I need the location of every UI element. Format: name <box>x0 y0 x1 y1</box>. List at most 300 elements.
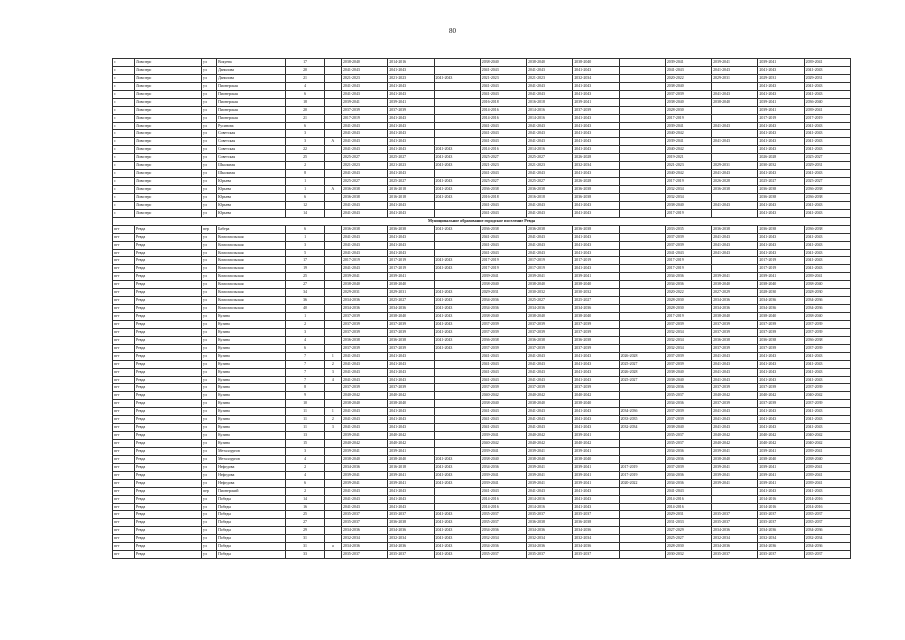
table-cell: ул <box>202 281 217 289</box>
table-cell <box>434 249 480 257</box>
table-cell: 2041-2043 <box>712 241 758 249</box>
table-cell: 2041-2043 <box>804 424 850 432</box>
table-cell: 2041-2043 <box>527 130 573 138</box>
table-cell: 2035-2037 <box>480 519 526 527</box>
table-cell: пгт <box>113 305 135 313</box>
table-cell <box>324 193 341 201</box>
table-cell: 2041-2043 <box>804 138 850 146</box>
table-row <box>113 201 851 209</box>
table-cell: 2039-2041 <box>388 98 434 106</box>
table-cell: с <box>113 122 135 130</box>
table-cell: Кузина <box>217 424 286 432</box>
table-cell <box>324 400 341 408</box>
table-cell: 2035-2037 <box>804 511 850 519</box>
table-cell: 2021-2023 <box>527 162 573 170</box>
table-cell: 2041-2043 <box>758 138 804 146</box>
table-cell <box>324 162 341 170</box>
table-cell: Ревда <box>134 432 201 440</box>
table-cell: 2041-2043 <box>573 201 619 209</box>
table-cell: 2041-2043 <box>434 154 480 162</box>
table-cell: 3 <box>286 328 324 336</box>
table-cell: 2038-2040 <box>804 281 850 289</box>
table-cell: ул <box>202 432 217 440</box>
table-cell: 2040-2042 <box>341 440 387 448</box>
table-cell: пгт <box>113 543 135 551</box>
table-cell: Ревда <box>134 447 201 455</box>
table-cell: 2041-2043 <box>480 487 526 495</box>
table-cell: 2038-2040 <box>665 82 711 90</box>
table-cell: 2041-2043 <box>388 146 434 154</box>
table-cell: 2041-2043 <box>573 265 619 273</box>
table-cell <box>324 440 341 448</box>
table-cell: пгт <box>113 249 135 257</box>
table-cell: ул <box>202 178 217 186</box>
table-cell: 2041-2043 <box>573 376 619 384</box>
table-cell: 2034-2036 <box>804 297 850 305</box>
table-row <box>113 209 851 217</box>
table-cell: 2041-2043 <box>527 487 573 495</box>
table-cell: Ловозеро <box>134 170 201 178</box>
table-cell: Кузина <box>217 313 286 321</box>
table-cell <box>324 74 341 82</box>
table-cell: 2041-2043 <box>341 495 387 503</box>
table-cell: 2034-2036 <box>665 471 711 479</box>
section-heading: Муниципальное образование городское поселение Ревда <box>113 217 851 225</box>
table-cell: Советская <box>217 138 286 146</box>
table-cell: 14 <box>286 209 324 217</box>
table-cell: 2038-2040 <box>341 281 387 289</box>
table-cell: пгт <box>113 344 135 352</box>
table-cell: ул <box>202 122 217 130</box>
table-row <box>113 162 851 170</box>
table-cell: Ловозеро <box>134 201 201 209</box>
table-cell: 2038-2040 <box>480 59 526 67</box>
table-cell: 2039-2041 <box>480 479 526 487</box>
table-cell: 17 <box>286 257 324 265</box>
table-cell: 2041-2043 <box>665 249 711 257</box>
table-cell: 2040-2042 <box>665 170 711 178</box>
table-cell: 2036-2038 <box>804 336 850 344</box>
table-cell: пгт <box>113 384 135 392</box>
table-cell: 2035-2037 <box>665 432 711 440</box>
table-cell <box>619 209 665 217</box>
table-cell: 2016-2018 <box>527 193 573 201</box>
table-cell <box>619 233 665 241</box>
table-cell: 2041-2043 <box>434 178 480 186</box>
table-cell: Ловозеро <box>134 130 201 138</box>
table-cell: ул <box>202 352 217 360</box>
table-cell: Юрьева <box>217 178 286 186</box>
table-cell: 2034-2036 <box>341 527 387 535</box>
table-cell: Ловозеро <box>134 59 201 67</box>
table-cell: 2041-2043 <box>804 416 850 424</box>
table-cell: 2041-2043 <box>527 241 573 249</box>
table-cell: Ревда <box>134 408 201 416</box>
table-cell: 2040-2042 <box>804 392 850 400</box>
table-row <box>113 98 851 106</box>
table-cell: 2041-2043 <box>573 408 619 416</box>
table-cell <box>324 241 341 249</box>
table-cell: А <box>324 186 341 194</box>
table-cell: 2041-2043 <box>480 209 526 217</box>
table-cell: 2036-2038 <box>480 225 526 233</box>
table-cell <box>434 376 480 384</box>
table-cell: Ловозеро <box>134 74 201 82</box>
table-cell: ул <box>202 336 217 344</box>
table-cell: 2038-2040 <box>712 455 758 463</box>
table-cell: 2038-2040 <box>665 201 711 209</box>
table-cell: 2037-2039 <box>804 344 850 352</box>
table-cell: 2016-2018 <box>480 193 526 201</box>
table-row <box>113 289 851 297</box>
table-cell: Юрьева <box>217 193 286 201</box>
table-cell: 2035-2037 <box>758 519 804 527</box>
table-cell: 2034-2036 <box>804 527 850 535</box>
table-cell: 2034-2036 <box>712 527 758 535</box>
table-cell: 2041-2043 <box>434 551 480 559</box>
table-cell: с <box>113 178 135 186</box>
table-cell: Ревда <box>134 368 201 376</box>
table-cell: 19 <box>286 265 324 273</box>
table-cell <box>324 463 341 471</box>
table-cell: 2041-2043 <box>434 313 480 321</box>
table-cell: 2041-2043 <box>665 487 711 495</box>
table-cell: 7 <box>286 352 324 360</box>
table-cell: пгт <box>113 440 135 448</box>
table-cell: 2032-2034 <box>480 535 526 543</box>
table-cell: ул <box>202 249 217 257</box>
table-cell: 3 <box>324 368 341 376</box>
table-cell: 2041-2043 <box>527 352 573 360</box>
table-cell: Победы <box>217 551 286 559</box>
table-cell: 2041-2043 <box>573 122 619 130</box>
table-cell: Ловозеро <box>134 122 201 130</box>
table-cell: ул <box>202 289 217 297</box>
table-cell: 2029-2031 <box>388 289 434 297</box>
table-cell: 2041-2043 <box>480 424 526 432</box>
table-cell <box>324 551 341 559</box>
table-cell: Ревда <box>134 297 201 305</box>
table-cell <box>324 495 341 503</box>
table-cell: 2037-2039 <box>758 320 804 328</box>
table-cell: 2036-2038 <box>573 225 619 233</box>
table-cell: 2037-2039 <box>665 463 711 471</box>
table-cell: 2040-2042 <box>665 130 711 138</box>
table-cell: 2037-2039 <box>388 344 434 352</box>
table-cell: 2041-2043 <box>758 122 804 130</box>
table-cell: 2039-2041 <box>480 432 526 440</box>
table-cell: 2 <box>286 487 324 495</box>
table-cell <box>619 495 665 503</box>
table-cell: 2039-2041 <box>804 479 850 487</box>
table-row <box>113 408 851 416</box>
table-cell: пгт <box>113 447 135 455</box>
table-cell: 3 <box>324 424 341 432</box>
table-cell: Ловозеро <box>134 106 201 114</box>
table-cell <box>434 170 480 178</box>
table-cell: с <box>113 98 135 106</box>
table-cell: 2038-2040 <box>804 455 850 463</box>
table-cell: ул <box>202 320 217 328</box>
table-cell <box>434 368 480 376</box>
table-cell <box>324 170 341 178</box>
table-cell: Кузина <box>217 320 286 328</box>
table-cell <box>619 392 665 400</box>
table-cell <box>619 289 665 297</box>
table-cell: 2041-2043 <box>804 265 850 273</box>
table-cell <box>324 225 341 233</box>
table-cell: ул <box>202 130 217 138</box>
table-cell: 2035-2037 <box>712 511 758 519</box>
table-cell: 2029-2031 <box>712 74 758 82</box>
table-cell: ул <box>202 170 217 178</box>
table-cell: пгт <box>113 313 135 321</box>
table-cell: 2034-2036 <box>388 305 434 313</box>
table-cell: 2041-2043 <box>573 241 619 249</box>
table-cell <box>324 328 341 336</box>
table-cell: 2026-2028 <box>573 154 619 162</box>
table-cell: 2028-2030 <box>758 289 804 297</box>
table-cell: 2017-2019 <box>573 257 619 265</box>
table-cell: 2034-2036 <box>480 297 526 305</box>
table-cell <box>619 487 665 495</box>
table-cell: 2032-2034 <box>665 186 711 194</box>
table-cell: 2037-2039 <box>341 328 387 336</box>
table-cell: пгт <box>113 487 135 495</box>
table-cell: Ловозеро <box>134 66 201 74</box>
table-cell <box>619 384 665 392</box>
table-cell: 2036-2038 <box>480 186 526 194</box>
table-cell: Нефедова <box>217 479 286 487</box>
table-cell: 2041-2043 <box>573 424 619 432</box>
table-cell: 2039-2041 <box>758 479 804 487</box>
table-cell: 2038-2040 <box>527 455 573 463</box>
table-cell: 2041-2043 <box>388 416 434 424</box>
table-cell <box>324 305 341 313</box>
table-cell <box>619 249 665 257</box>
table-cell: 2039-2041 <box>341 98 387 106</box>
table-cell <box>712 130 758 138</box>
table-cell: Ревда <box>134 313 201 321</box>
table-cell: с <box>113 66 135 74</box>
table-cell: Нефедова <box>217 463 286 471</box>
table-cell: 2039-2041 <box>341 432 387 440</box>
table-cell: 2041-2043 <box>341 408 387 416</box>
table-cell: 2041-2043 <box>804 408 850 416</box>
table-cell: 2034-2036 <box>527 305 573 313</box>
table-cell: 4 <box>324 376 341 384</box>
table-cell: 7 <box>286 360 324 368</box>
table-cell: 2037-2039 <box>665 320 711 328</box>
table-cell <box>324 59 341 67</box>
table-cell: 2038-2040 <box>527 281 573 289</box>
table-cell: 20 <box>286 66 324 74</box>
table-cell: 2041-2043 <box>388 368 434 376</box>
table-cell: 2039-2041 <box>758 463 804 471</box>
table-cell: 2025-2027 <box>804 178 850 186</box>
table-cell: пгт <box>113 392 135 400</box>
table-cell: 2041-2043 <box>758 130 804 138</box>
table-cell: ул <box>202 416 217 424</box>
table-cell: 2041-2043 <box>480 170 526 178</box>
table-cell: 2039-2041 <box>665 138 711 146</box>
table-row <box>113 328 851 336</box>
table-cell <box>619 257 665 265</box>
table-cell: 1 <box>286 233 324 241</box>
table-cell: 2041-2043 <box>341 209 387 217</box>
table-cell: 8 <box>286 384 324 392</box>
table-cell: ул <box>202 479 217 487</box>
table-cell: 2036-2038 <box>341 225 387 233</box>
table-cell: 2016-2018 <box>480 98 526 106</box>
table-cell: 2034-2036 <box>619 408 665 416</box>
table-cell: 2041-2043 <box>712 170 758 178</box>
table-cell: Ревда <box>134 511 201 519</box>
table-cell: 2036-2038 <box>758 336 804 344</box>
table-cell: 2 <box>286 320 324 328</box>
table-cell: 2016-2018 <box>388 193 434 201</box>
table-cell: ул <box>202 114 217 122</box>
table-cell: 2029-2031 <box>712 162 758 170</box>
table-cell: 2036-2038 <box>527 519 573 527</box>
table-cell: 2039-2041 <box>527 447 573 455</box>
table-cell: ул <box>202 471 217 479</box>
table-cell: с <box>113 90 135 98</box>
table-cell: 2025-2027 <box>527 178 573 186</box>
table-cell: 2041-2043 <box>804 249 850 257</box>
table-cell: Ревда <box>134 543 201 551</box>
table-cell: 2037-2039 <box>712 384 758 392</box>
table-cell: 2041-2043 <box>480 122 526 130</box>
table-cell <box>324 503 341 511</box>
table-cell: 2039-2041 <box>388 471 434 479</box>
table-cell: 2032-2034 <box>527 535 573 543</box>
table-cell: 2026-2028 <box>619 368 665 376</box>
table-cell: 2037-2039 <box>665 90 711 98</box>
table-cell: 2041-2043 <box>573 503 619 511</box>
table-cell: Ловозеро <box>134 154 201 162</box>
table-cell: ул <box>202 193 217 201</box>
table-cell: 2041-2043 <box>527 424 573 432</box>
table-cell: 2041-2043 <box>434 257 480 265</box>
table-cell: 2040-2042 <box>388 440 434 448</box>
table-cell: 34 <box>286 289 324 297</box>
table-cell: 2038-2040 <box>573 455 619 463</box>
table-cell: 2037-2039 <box>573 384 619 392</box>
table-cell: Металлургов <box>217 447 286 455</box>
table-cell: Русинова <box>217 122 286 130</box>
table-cell: Пионерская <box>217 114 286 122</box>
table-cell: 2041-2043 <box>434 519 480 527</box>
table-cell: 21 <box>286 114 324 122</box>
table-cell: 2039-2041 <box>665 59 711 67</box>
table-cell: 2041-2043 <box>712 408 758 416</box>
table-cell: 2034-2036 <box>527 543 573 551</box>
table-cell: Ревда <box>134 328 201 336</box>
table-cell: с <box>113 130 135 138</box>
table-cell: 2033-2035 <box>665 225 711 233</box>
table-cell: 2032-2034 <box>712 535 758 543</box>
table-cell: 2038-2040 <box>388 281 434 289</box>
table-cell: 2037-2039 <box>712 320 758 328</box>
table-cell: Комсомольская <box>217 273 286 281</box>
table-cell: 2040-2042 <box>712 432 758 440</box>
table-cell: 2032-2034 <box>573 74 619 82</box>
table-cell: ул <box>202 154 217 162</box>
table-cell <box>619 114 665 122</box>
table-cell: 2039-2041 <box>712 479 758 487</box>
table-cell: 2039-2041 <box>341 273 387 281</box>
table-cell: а <box>324 543 341 551</box>
table-cell: 2041-2043 <box>573 90 619 98</box>
table-row <box>113 400 851 408</box>
table-cell: ул <box>202 146 217 154</box>
table-cell: 2041-2043 <box>712 249 758 257</box>
table-cell: Юрьева <box>217 209 286 217</box>
table-row <box>113 138 851 146</box>
table-cell <box>619 519 665 527</box>
table-cell: 2036-2038 <box>388 519 434 527</box>
table-cell: 2026-2028 <box>573 178 619 186</box>
table-cell <box>434 416 480 424</box>
table-cell: ул <box>202 59 217 67</box>
table-cell: 2041-2043 <box>527 360 573 368</box>
table-cell: 2036-2038 <box>712 186 758 194</box>
table-cell: Данилова <box>217 74 286 82</box>
table-cell <box>619 66 665 74</box>
table-cell: 2034-2036 <box>388 527 434 535</box>
table-cell: 2037-2039 <box>804 400 850 408</box>
table-cell: пгт <box>113 535 135 543</box>
table-cell: 10 <box>286 400 324 408</box>
table-cell: 2035-2037 <box>758 551 804 559</box>
table-cell: 2041-2043 <box>341 233 387 241</box>
table-cell <box>619 328 665 336</box>
table-cell: 2041-2043 <box>388 495 434 503</box>
table-cell: 2040-2042 <box>573 440 619 448</box>
table-cell: 2036-2038 <box>388 225 434 233</box>
table-cell: 2038-2040 <box>341 400 387 408</box>
table-cell: Ловозеро <box>134 90 201 98</box>
table-row <box>113 90 851 98</box>
table-cell: 2041-2043 <box>388 352 434 360</box>
table-cell: 2041-2043 <box>480 368 526 376</box>
table-cell: 2041-2043 <box>527 90 573 98</box>
table-cell <box>619 82 665 90</box>
table-cell: 2041-2043 <box>758 416 804 424</box>
table-cell: 2039-2041 <box>480 471 526 479</box>
table-cell: Ловозеро <box>134 186 201 194</box>
table-cell: Ловозеро <box>134 98 201 106</box>
table-cell: Победы <box>217 495 286 503</box>
table-cell: А <box>324 138 341 146</box>
table-cell: 2041-2043 <box>527 122 573 130</box>
table-row <box>113 106 851 114</box>
table-cell: 2025-2027 <box>527 297 573 305</box>
table-cell: 2041-2043 <box>388 360 434 368</box>
table-cell: Металлургов <box>217 455 286 463</box>
table-cell: 2039-2041 <box>804 59 850 67</box>
table-cell: 2041-2043 <box>388 241 434 249</box>
table-cell: Вокуева <box>217 59 286 67</box>
table-cell: 2014-2016 <box>480 106 526 114</box>
table-cell: Ревда <box>134 424 201 432</box>
table-row <box>113 543 851 551</box>
table-cell: 2014-2016 <box>758 503 804 511</box>
table-cell: 2032-2034 <box>665 193 711 201</box>
table-cell: Кузина <box>217 432 286 440</box>
table-cell: 2016-2018 <box>388 186 434 194</box>
